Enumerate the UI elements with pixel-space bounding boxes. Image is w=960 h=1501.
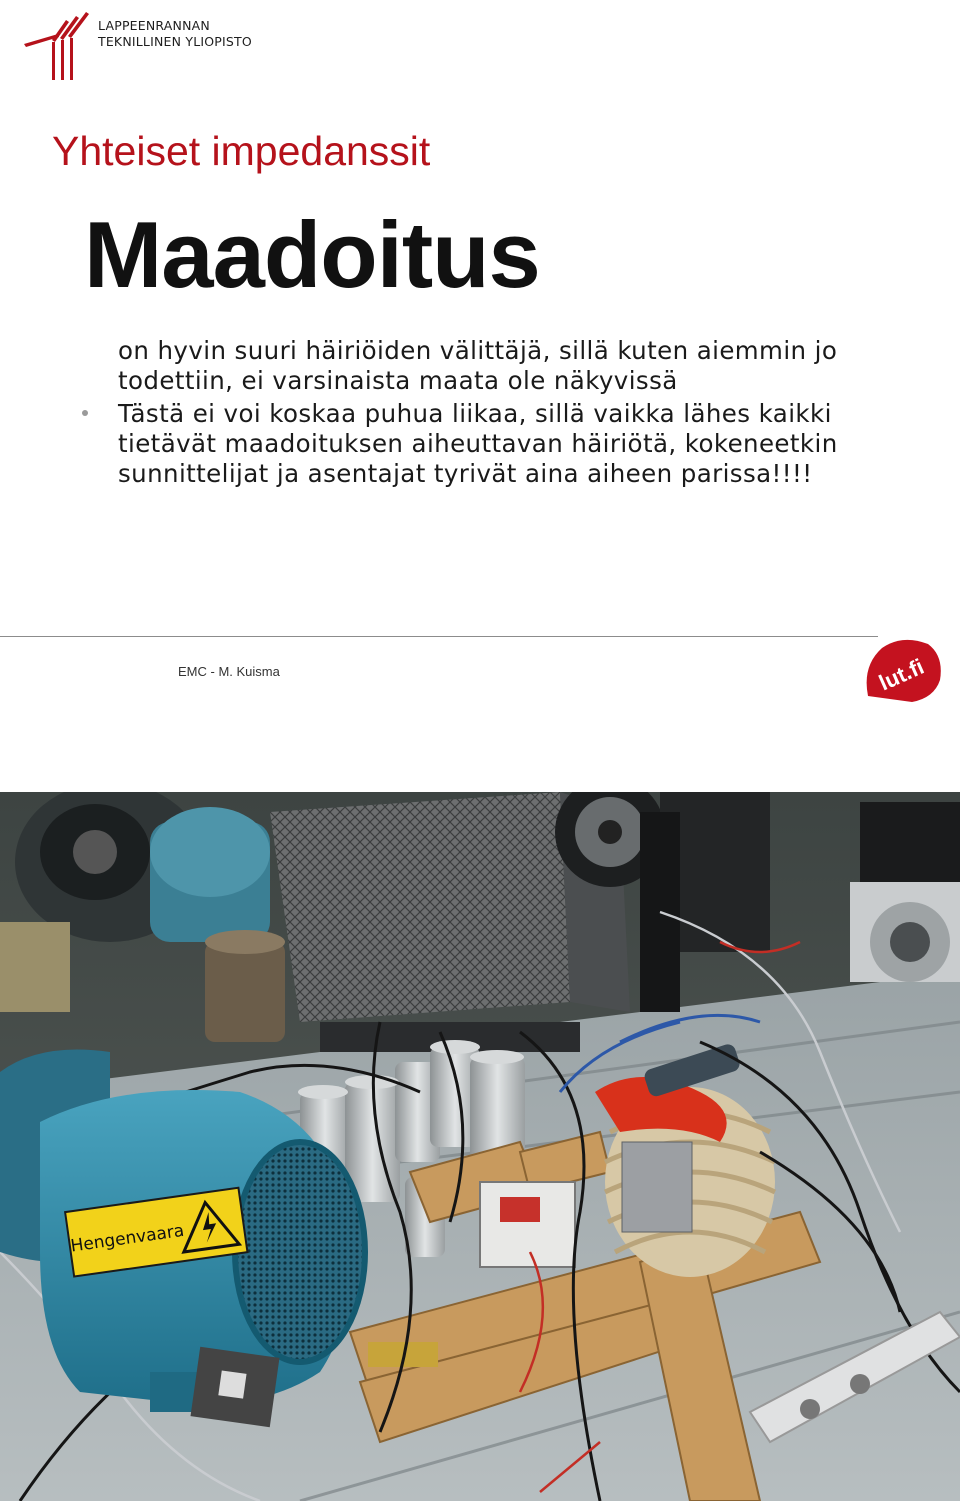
footer-author: EMC - M. Kuisma [178, 664, 280, 679]
university-name-line2: TEKNILLINEN YLIOPISTO [98, 34, 252, 49]
paragraph-1: on hyvin suuri häiriöiden välittäjä, sillä kuten aiemmin jo todettiin, ei varsinaista maata ole näkyvissä [118, 336, 838, 395]
lab-setup-photo [0, 792, 960, 1501]
warning-label: Hengenvaara [69, 1220, 186, 1257]
university-name [98, 18, 252, 50]
bullet-icon [82, 410, 88, 416]
lab-photo-illustration [0, 792, 960, 1501]
bullet-item [118, 399, 918, 489]
slide-body [118, 336, 918, 492]
lut-fi-logo-text: lut.fi [875, 653, 928, 696]
slide-title: Maadoitus [84, 202, 540, 307]
section-title: Yhteiset impedanssit [52, 128, 431, 174]
university-name-line1: LAPPEENRANNAN [98, 18, 210, 33]
lut-fi-logo-icon [860, 636, 944, 706]
paragraph-2: Tästä ei voi koskaa puhua liikaa, sillä vaikka lähes kaikki tietävät maadoituksen aiheuttavan häiriötä, kokeneetkin sunnittelijat ja asentajat tyrivät aina aiheen parissa!!!! [118, 399, 838, 488]
footer-divider [0, 636, 878, 637]
